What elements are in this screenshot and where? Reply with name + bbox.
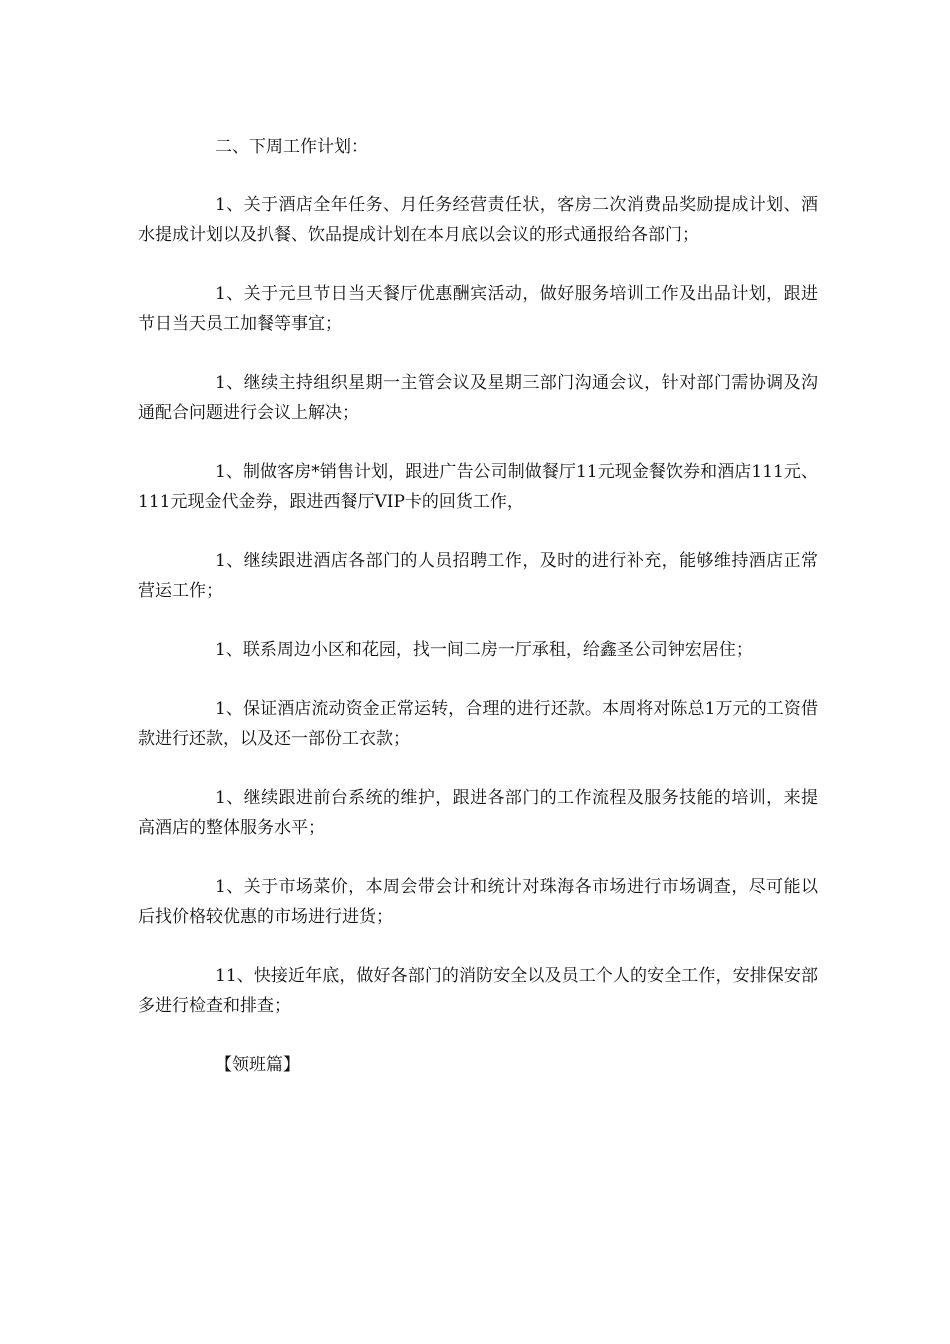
section-heading: 二、下周工作计划：	[215, 137, 368, 157]
plan-item-6: 1、联系周边小区和花园，找一间二房一厅承租，给鑫圣公司钟宏居住；	[215, 640, 753, 660]
plan-item-5: 1、继续跟进酒店各部门的人员招聘工作，及时的进行补充，能够维持酒店正常营运工作；	[138, 551, 818, 601]
plan-item-7: 1、保证酒店流动资金正常运转，合理的进行还款。本周将对陈总1万元的工资借款进行还款，以及还一部份工衣款；	[138, 699, 818, 749]
plan-item-8: 1、继续跟进前台系统的维护，跟进各部门的工作流程及服务技能的培训，来提高酒店的整体服务水平；	[138, 788, 818, 838]
plan-item-1: 1、关于酒店全年任务、月任务经营责任状，客房二次消费品奖励提成计划、酒水提成计划以及扒餐、饮品提成计划在本月底以会议的形式通报给各部门；	[138, 195, 818, 245]
plan-item-2: 1、关于元旦节日当天餐厅优惠酬宾活动，做好服务培训工作及出品计划，跟进节日当天员工加餐等事宜；	[138, 284, 818, 334]
section-tag: 【领班篇】	[215, 1055, 300, 1075]
plan-item-4: 1、制做客房*销售计划，跟进广告公司制做餐厅11元现金餐饮券和酒店111元、111元现金代金券，跟进西餐厅VIP卡的回货工作，	[138, 462, 818, 512]
plan-item-10: 11、快接近年底，做好各部门的消防安全以及员工个人的安全工作，安排保安部多进行检查和排查；	[138, 966, 818, 1016]
plan-item-9: 1、关于市场菜价，本周会带会计和统计对珠海各市场进行市场调查，尽可能以后找价格较优惠的市场进行进货；	[138, 877, 818, 927]
document-body	[138, 132, 818, 1080]
plan-item-3: 1、继续主持组织星期一主管会议及星期三部门沟通会议，针对部门需协调及沟通配合问题进行会议上解决；	[138, 373, 818, 423]
